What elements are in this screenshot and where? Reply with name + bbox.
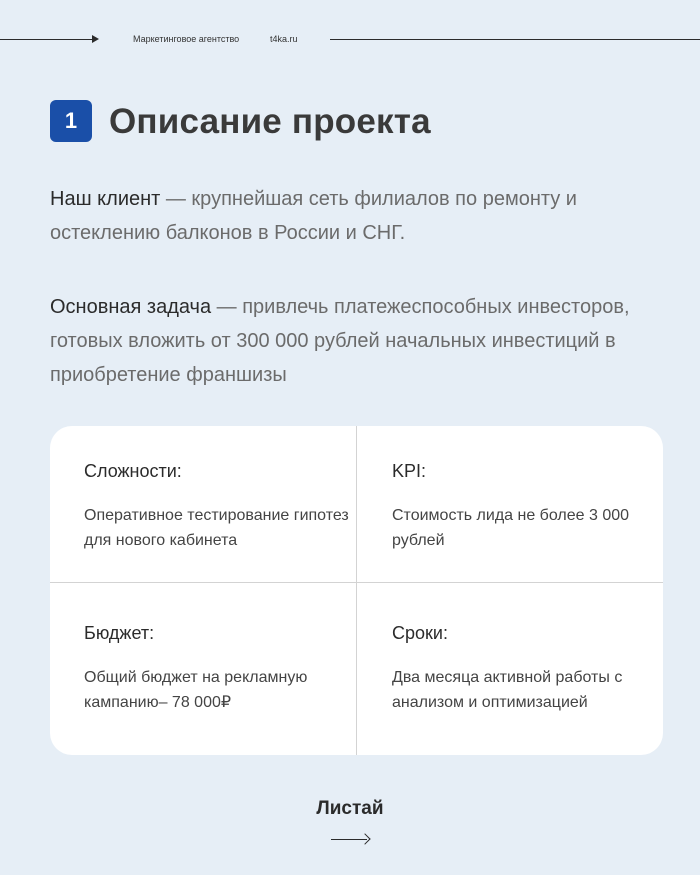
arrow-right-icon: [92, 35, 99, 43]
cell-text: Стоимость лида не более 3 000 рублей: [392, 507, 630, 549]
agency-label: Маркетинговое агентство: [133, 34, 240, 44]
task-description: [50, 290, 670, 392]
project-info-card: [50, 426, 663, 755]
cell-text: Общий бюджет на рекламную кампанию– 78 000₽: [84, 669, 308, 711]
cell-title: KPI:: [392, 461, 427, 481]
swipe-label[interactable]: Листай: [316, 798, 384, 819]
arrow-head: [359, 833, 370, 844]
site-link[interactable]: t4ka.ru: [270, 34, 298, 44]
top-bar: [0, 30, 700, 50]
cell-title: Бюджет:: [84, 623, 155, 643]
section-number-badge: 1: [50, 100, 92, 142]
cell-title: Сложности:: [84, 461, 182, 481]
arrow-right-icon[interactable]: [331, 834, 369, 846]
decorative-line: [330, 39, 700, 40]
client-lead: Наш клиент: [50, 188, 161, 210]
timeline-cell: [392, 623, 662, 715]
task-lead: Основная задача: [50, 296, 212, 318]
cell-title: Сроки:: [392, 623, 448, 643]
client-text: — крупнейшая сеть филиалов по ремонту и остеклению балконов в России и СНГ.: [50, 188, 577, 244]
kpi-cell: [392, 461, 662, 553]
difficulties-cell: [84, 461, 354, 553]
decorative-line: [0, 39, 96, 40]
task-text: — привлечь платежеспособных инвесторов, готовых вложить от 300 000 рублей начальных инвестиций в приобретение франшизы: [50, 296, 630, 386]
cell-text: Оперативное тестирование гипотез для нового кабинета: [84, 507, 349, 549]
client-description: [50, 182, 670, 250]
divider: [356, 426, 357, 755]
budget-cell: [84, 623, 354, 715]
divider: [50, 582, 663, 583]
page-title: Описание проекта: [109, 102, 431, 141]
cell-text: Два месяца активной работы с анализом и оптимизацией: [392, 669, 623, 711]
